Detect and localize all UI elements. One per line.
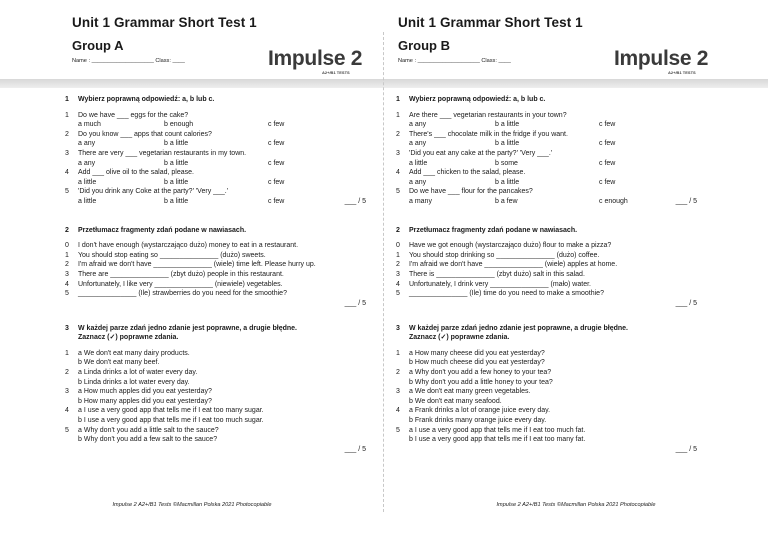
question-item: [396, 111, 701, 121]
question-number: 2: [65, 369, 69, 377]
question-number: 2: [65, 130, 69, 138]
unit-title: Unit 1 Grammar Short Test 1: [72, 15, 257, 30]
option-b[interactable]: b some: [495, 159, 518, 167]
question-text[interactable]: I'm afraid we don't have _______________ (wiele) apples at home.: [409, 261, 618, 269]
option-c[interactable]: c few: [268, 121, 285, 129]
question-item: [65, 168, 370, 178]
answer-options: [396, 139, 701, 149]
question-text[interactable]: There is _______________ (zbyt dużo) salt in this salad.: [409, 270, 585, 278]
exercise-heading: [396, 324, 701, 334]
answer-options: [65, 120, 370, 130]
sentence-pair-b: [396, 358, 701, 368]
score-box: ___ / 5: [344, 445, 366, 453]
answer-options: [396, 159, 701, 169]
question-text: I don't have enough (wystarczająco dużo) money to eat in a restaurant.: [78, 242, 299, 250]
question-number: 1: [65, 111, 69, 119]
question-item: [396, 260, 701, 270]
sentence-b[interactable]: b We don't eat many seafood.: [409, 397, 502, 405]
option-b[interactable]: b a little: [495, 140, 520, 148]
unit-title: Unit 1 Grammar Short Test 1: [398, 15, 583, 30]
question-item: [396, 149, 701, 159]
exercise-instruction-2: Zaznacz (✓) poprawne zdania.: [409, 334, 510, 342]
sentence-a[interactable]: a Linda drinks a lot of water every day.: [78, 369, 198, 377]
sentence-pair-b: [65, 358, 370, 368]
exercise-instruction: Wybierz poprawną odpowiedź: a, b lub c.: [409, 96, 546, 103]
question-number: 1: [396, 349, 400, 357]
sentence-a[interactable]: a How many cheese did you eat yesterday?: [409, 349, 545, 357]
sentence-pair-b: [396, 397, 701, 407]
option-b[interactable]: b a little: [164, 159, 189, 167]
option-b[interactable]: b a little: [164, 178, 189, 186]
option-c[interactable]: c few: [599, 140, 616, 148]
copyright-footer: Impulse 2 A2+/B1 Tests ©Macmillan Polska 2021 Photocopiable: [496, 502, 656, 508]
question-number: 5: [65, 290, 69, 298]
exercise-number: 3: [65, 324, 69, 332]
impulse-logo: Impulse 2: [614, 47, 709, 70]
option-a[interactable]: a much: [78, 121, 101, 129]
option-b[interactable]: b a little: [495, 178, 520, 186]
question-number: 4: [396, 407, 400, 415]
question-number: 5: [396, 426, 400, 434]
question-number: 4: [65, 169, 69, 177]
question-item: [65, 251, 370, 261]
option-c[interactable]: c few: [268, 140, 285, 148]
copyright-footer: Impulse 2 A2+/B1 Tests ©Macmillan Polska 2021 Photocopiable: [112, 502, 272, 508]
exercise-instruction: W każdej parze zdań jedno zdanie jest poprawne, a drugie błędne.: [409, 324, 628, 332]
question-item: [396, 251, 701, 261]
exercise-instruction: Przetłumacz fragmenty zdań podane w nawiasach.: [78, 226, 247, 234]
question-text: Have we got enough (wystarczająco dużo) flour to make a pizza?: [409, 242, 612, 250]
option-b[interactable]: b enough: [164, 121, 194, 129]
option-a[interactable]: a little: [78, 197, 97, 205]
exercise-instruction: Wybierz poprawną odpowiedź: a, b lub c.: [78, 96, 215, 103]
question-text[interactable]: You should stop drinking so _______________ (dużo) coffee.: [409, 251, 600, 259]
question-item: [396, 289, 701, 299]
sentence-pair: [396, 406, 701, 416]
sentence-a[interactable]: a Why don't you add a little salt to the sauce?: [78, 426, 219, 434]
sentence-b[interactable]: b Frank drinks many orange juice every day.: [409, 417, 547, 425]
answer-options: [65, 178, 370, 188]
option-a[interactable]: a little: [409, 159, 428, 167]
option-a[interactable]: a little: [78, 178, 97, 186]
sentence-pair-b: [65, 378, 370, 388]
question-item: [396, 280, 701, 290]
exercise-number: 2: [396, 226, 400, 234]
name-class-line: Name : ____________________ Class: ____: [72, 58, 185, 64]
test-page-group-b: [384, 0, 768, 543]
question-text: There's ___ chocolate milk in the fridge if you want.: [409, 130, 568, 138]
question-number: 0: [396, 242, 400, 250]
question-item: [396, 168, 701, 178]
question-number: 1: [65, 349, 69, 357]
option-a[interactable]: a any: [78, 140, 96, 148]
sentence-pair-b: [65, 416, 370, 426]
question-text: Do we have ___ flour for the pancakes?: [409, 188, 533, 196]
exercise-3: [396, 324, 701, 455]
sentence-b[interactable]: b I use a very good app that tells me if I eat too many fat.: [409, 436, 586, 444]
exercise-number: 1: [396, 96, 400, 103]
exercise-instruction-2: Zaznacz (✓) poprawne zdania.: [78, 334, 179, 342]
score-box: ___ / 5: [344, 197, 366, 205]
sentence-b[interactable]: b We don't eat many beef.: [78, 359, 160, 367]
option-a[interactable]: a any: [409, 121, 427, 129]
question-item: [396, 187, 701, 197]
option-c[interactable]: c few: [268, 197, 285, 205]
score-row: [65, 299, 370, 309]
score-box: ___ / 5: [675, 445, 697, 453]
option-b[interactable]: b a little: [164, 197, 189, 205]
sentence-pair: [65, 387, 370, 397]
sentence-pair: [65, 349, 370, 359]
question-number: 4: [396, 280, 400, 288]
exercise-number: 3: [396, 324, 400, 332]
question-number: 3: [396, 388, 400, 396]
sentence-pair: [65, 426, 370, 436]
question-number: 3: [65, 388, 69, 396]
sentence-pair-b: [396, 435, 701, 445]
question-number: 1: [65, 251, 69, 259]
question-item: [65, 111, 370, 121]
sentence-pair-b: [396, 378, 701, 388]
question-text[interactable]: _______________ (Ile) time do you need to make a smoothie?: [409, 290, 604, 298]
sentence-pair: [65, 406, 370, 416]
sentence-a[interactable]: a I use a very good app that tells me if I eat too much fat.: [409, 426, 586, 434]
question-number: 2: [396, 261, 400, 269]
answer-options: [396, 197, 701, 207]
exercise-heading: [396, 226, 701, 236]
question-text[interactable]: There are _______________ (zbyt dużo) people in this restaurant.: [78, 270, 284, 278]
exercise-instruction: W każdej parze zdań jedno zdanie jest poprawne, a drugie błędne.: [78, 324, 297, 332]
question-item: [65, 260, 370, 270]
sentence-pair-b: [65, 397, 370, 407]
option-c[interactable]: c few: [268, 159, 285, 167]
question-number: 4: [396, 169, 400, 177]
question-item: [65, 130, 370, 140]
impulse-logo: Impulse 2: [268, 47, 363, 70]
test-content: [65, 88, 370, 455]
question-number: 3: [396, 149, 400, 157]
question-item: [65, 149, 370, 159]
exercise-heading: [65, 95, 370, 105]
option-b[interactable]: b a little: [164, 140, 189, 148]
question-number: 5: [65, 426, 69, 434]
option-c[interactable]: c few: [599, 121, 616, 129]
answer-options: [65, 159, 370, 169]
sentence-a[interactable]: a I use a very good app that tells me if I eat too many sugar.: [78, 407, 264, 415]
question-number: 0: [65, 242, 69, 250]
question-number: 2: [396, 130, 400, 138]
question-number: 4: [65, 280, 69, 288]
question-text: 'Did you drink any Coke at the party?' 'Very ___.': [78, 188, 229, 196]
score-box: ___ / 5: [675, 197, 697, 205]
exercise-2: [65, 226, 370, 309]
question-number: 3: [396, 270, 400, 278]
score-row: [396, 299, 701, 309]
option-a[interactable]: a many: [409, 197, 432, 205]
question-number: 4: [65, 407, 69, 415]
question-number: 5: [396, 290, 400, 298]
score-box: ___ / 5: [344, 299, 366, 307]
sentence-pair-b: [65, 435, 370, 445]
exercise-heading: [65, 226, 370, 236]
name-class-line: Name : ____________________ Class: ____: [398, 58, 511, 64]
question-text: Add ___ olive oil to the salad, please.: [78, 169, 194, 177]
exercise-instruction: Przetłumacz fragmenty zdań podane w nawiasach.: [409, 226, 578, 234]
question-number: 3: [65, 149, 69, 157]
exercise-1: [65, 95, 370, 207]
answer-options: [396, 178, 701, 188]
question-text: Add ___ chicken to the salad, please.: [409, 169, 526, 177]
question-number: 1: [396, 251, 400, 259]
example-item: [396, 241, 701, 251]
question-item: [65, 187, 370, 197]
question-text[interactable]: Unfortunately, I drink very _______________ (mało) water.: [409, 280, 591, 288]
sentence-b[interactable]: b Why don't you add a few salt to the sauce?: [78, 436, 218, 444]
logo-subtitle: A2+/B1 TESTS: [668, 70, 696, 75]
sentence-pair: [65, 368, 370, 378]
sentence-pair: [396, 368, 701, 378]
option-c[interactable]: c few: [599, 178, 616, 186]
sentence-b[interactable]: b I use a very good app that tells me if I eat too much sugar.: [78, 417, 264, 425]
exercise-1: [396, 95, 701, 207]
score-row: [396, 445, 701, 455]
question-item: [65, 270, 370, 280]
answer-options: [396, 120, 701, 130]
question-item: [65, 280, 370, 290]
question-text[interactable]: You should stop eating so _______________ (dużo) sweets.: [78, 251, 266, 259]
question-item: [396, 130, 701, 140]
question-text: Do you know ___ apps that count calories?: [78, 130, 212, 138]
question-number: 5: [65, 188, 69, 196]
sentence-b[interactable]: b Why don't you add a little honey to your tea?: [409, 378, 553, 386]
sentence-pair: [396, 426, 701, 436]
option-a[interactable]: a any: [409, 140, 427, 148]
question-text[interactable]: I'm afraid we don't have _______________ (wiele) time left. Please hurry up.: [78, 261, 316, 269]
question-item: [65, 289, 370, 299]
option-a[interactable]: a any: [78, 159, 96, 167]
sentence-pair: [396, 387, 701, 397]
option-c[interactable]: c few: [599, 159, 616, 167]
option-c[interactable]: c enough: [599, 197, 628, 205]
question-text: Are there ___ vegetarian restaurants in your town?: [409, 111, 567, 119]
answer-options: [65, 197, 370, 207]
question-text: 'Did you eat any cake at the party?' 'Very ___.': [409, 149, 553, 157]
group-title: Group A: [72, 38, 124, 53]
option-c[interactable]: c few: [268, 178, 285, 186]
question-number: 3: [65, 270, 69, 278]
question-number: 5: [396, 188, 400, 196]
exercise-2: [396, 226, 701, 309]
question-text[interactable]: _______________ (Ile) strawberries do you need for the smoothie?: [78, 290, 287, 298]
score-box: ___ / 5: [675, 299, 697, 307]
question-text[interactable]: Unfortunately, I like very _______________ (niewiele) vegetables.: [78, 280, 283, 288]
sentence-pair: [396, 349, 701, 359]
question-number: 2: [396, 369, 400, 377]
option-a[interactable]: a any: [409, 178, 427, 186]
group-title: Group B: [398, 38, 450, 53]
question-item: [396, 270, 701, 280]
sentence-b[interactable]: b How much cheese did you eat yesterday?: [409, 359, 545, 367]
test-content: [396, 88, 701, 455]
option-b[interactable]: b a few: [495, 197, 518, 205]
exercise-number: 2: [65, 226, 69, 234]
answer-options: [65, 139, 370, 149]
option-b[interactable]: b a little: [495, 121, 520, 129]
sentence-a[interactable]: a Why don't you add a few honey to your tea?: [409, 369, 552, 377]
sentence-b[interactable]: b Linda drinks a lot water every day.: [78, 378, 190, 386]
logo-subtitle: A2+/B1 TESTS: [322, 70, 350, 75]
question-number: 2: [65, 261, 69, 269]
question-text: Do we have ___ eggs for the cake?: [78, 111, 189, 119]
example-item: [65, 241, 370, 251]
sentence-a[interactable]: a How much apples did you eat yesterday?: [78, 388, 212, 396]
exercise-3: [65, 324, 370, 455]
question-number: 1: [396, 111, 400, 119]
sentence-pair-b: [396, 416, 701, 426]
exercise-number: 1: [65, 96, 69, 103]
sentence-a[interactable]: a Frank drinks a lot of orange juice every day.: [409, 407, 551, 415]
question-text: There are very ___ vegetarian restaurants in my town.: [78, 149, 247, 157]
sentence-b[interactable]: b How many apples did you eat yesterday?: [78, 397, 212, 405]
score-row: [65, 445, 370, 455]
exercise-heading: [65, 324, 370, 334]
sentence-a[interactable]: a We don't eat many green vegetables.: [409, 388, 531, 396]
exercise-heading: [396, 95, 701, 105]
sentence-a[interactable]: a We don't eat many dairy products.: [78, 349, 190, 357]
